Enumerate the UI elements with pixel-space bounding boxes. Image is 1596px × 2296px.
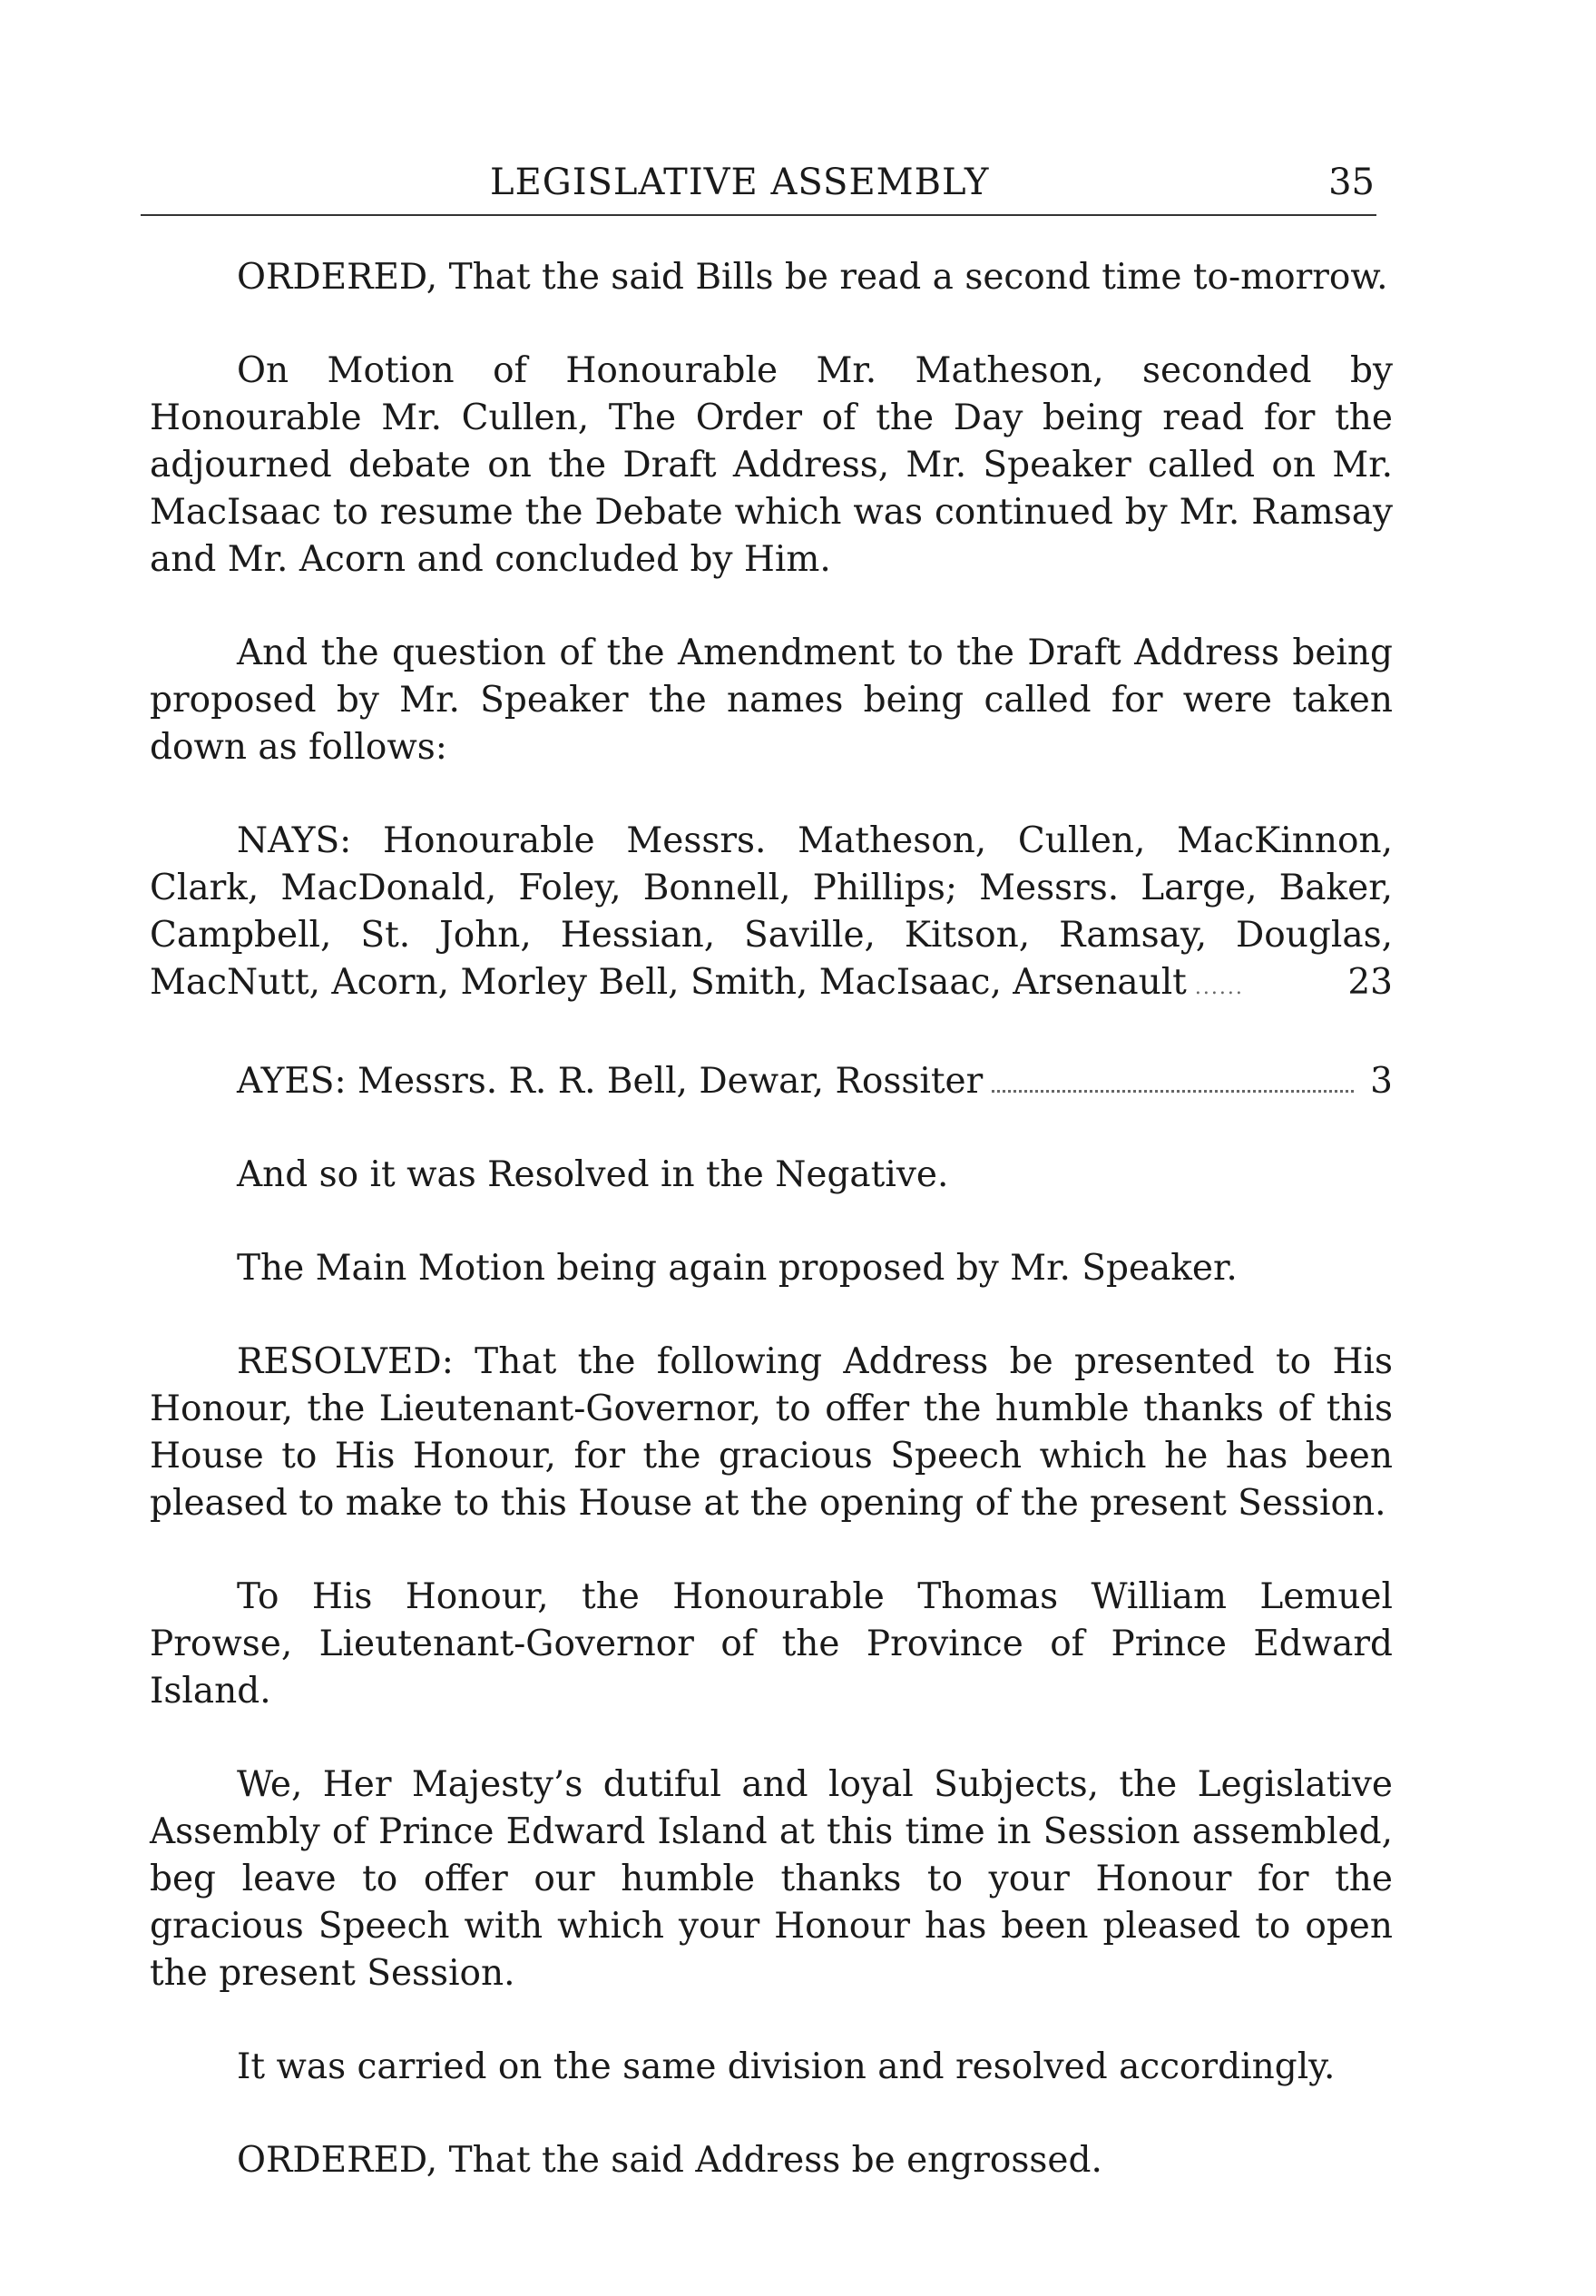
paragraph-address-body: We, Her Majesty’s dutiful and loyal Subjects, the Legislative Assembly of Prince Edward Island at this time in Session assembled, beg leave to offer our humble thanks to your Honour for the gracious Speech with which your Honour has been pleased to open the present Session. [150,1764,1393,1994]
header-rule [141,214,1376,216]
page-title: LEGISLATIVE ASSEMBLY [490,162,990,203]
paragraph-ordered-engrossed: ORDERED, That the said Address be engrossed. [237,2140,1102,2181]
nays-text: NAYS: Honourable Messrs. Matheson, Cullen, MacKinnon, Clark, MacDonald, Foley, Bonnell, Phillips; Messrs. Large, Baker, Campbell, St. John, Hessian, Saville, Kitson, Ramsay, Douglas, MacNutt, Acorn, Morley Bell, Smith, MacIsaac, Arsenault [150,820,1393,1003]
running-header [141,162,1375,216]
paragraph-resolved-address: RESOLVED: That the following Address be presented to His Honour, the Lieutenant-Governor, to offer the humble thanks of this House to His Honour, for the gracious Speech which he has been pleased to make to this House at the opening of the present Session. [150,1341,1393,1524]
nays-vote [150,818,1393,1012]
nays-leader: ...... [1186,976,1244,999]
paragraph-amendment-question: And the question of the Amendment to the Draft Address being proposed by Mr. Speaker the names being called for were taken down as follows: [150,633,1393,768]
ayes-count: 3 [1370,1061,1393,1102]
nays-count: 23 [1347,962,1393,1003]
ayes-text: AYES: Messrs. R. R. Bell, Dewar, Rossiter [237,1061,984,1102]
paragraph-motion-debate: On Motion of Honourable Mr. Matheson, seconded by Honourable Mr. Cullen, The Order of the Day being read for the adjourned debate on the Draft Address, Mr. Speaker called on Mr. MacIsaac to resume the Debate which was continued by Mr. Ramsay and Mr. Acorn and concluded by Him. [150,350,1393,580]
page-body [150,254,1393,2231]
ayes-vote [150,1058,1393,1105]
paragraph-address-salutation: To His Honour, the Honourable Thomas William Lemuel Prowse, Lieutenant-Governor of the Province of Prince Edward Island. [150,1576,1393,1712]
ayes-leader [992,1090,1354,1093]
paragraph-ordered-bills: ORDERED, That the said Bills be read a second time to-morrow. [237,257,1388,298]
paragraph-resolved-negative: And so it was Resolved in the Negative. [237,1154,949,1195]
page-number: 35 [1328,162,1375,203]
paragraph-carried: It was carried on the same division and resolved accordingly. [237,2046,1336,2087]
paragraph-main-motion: The Main Motion being again proposed by Mr. Speaker. [237,1248,1238,1289]
